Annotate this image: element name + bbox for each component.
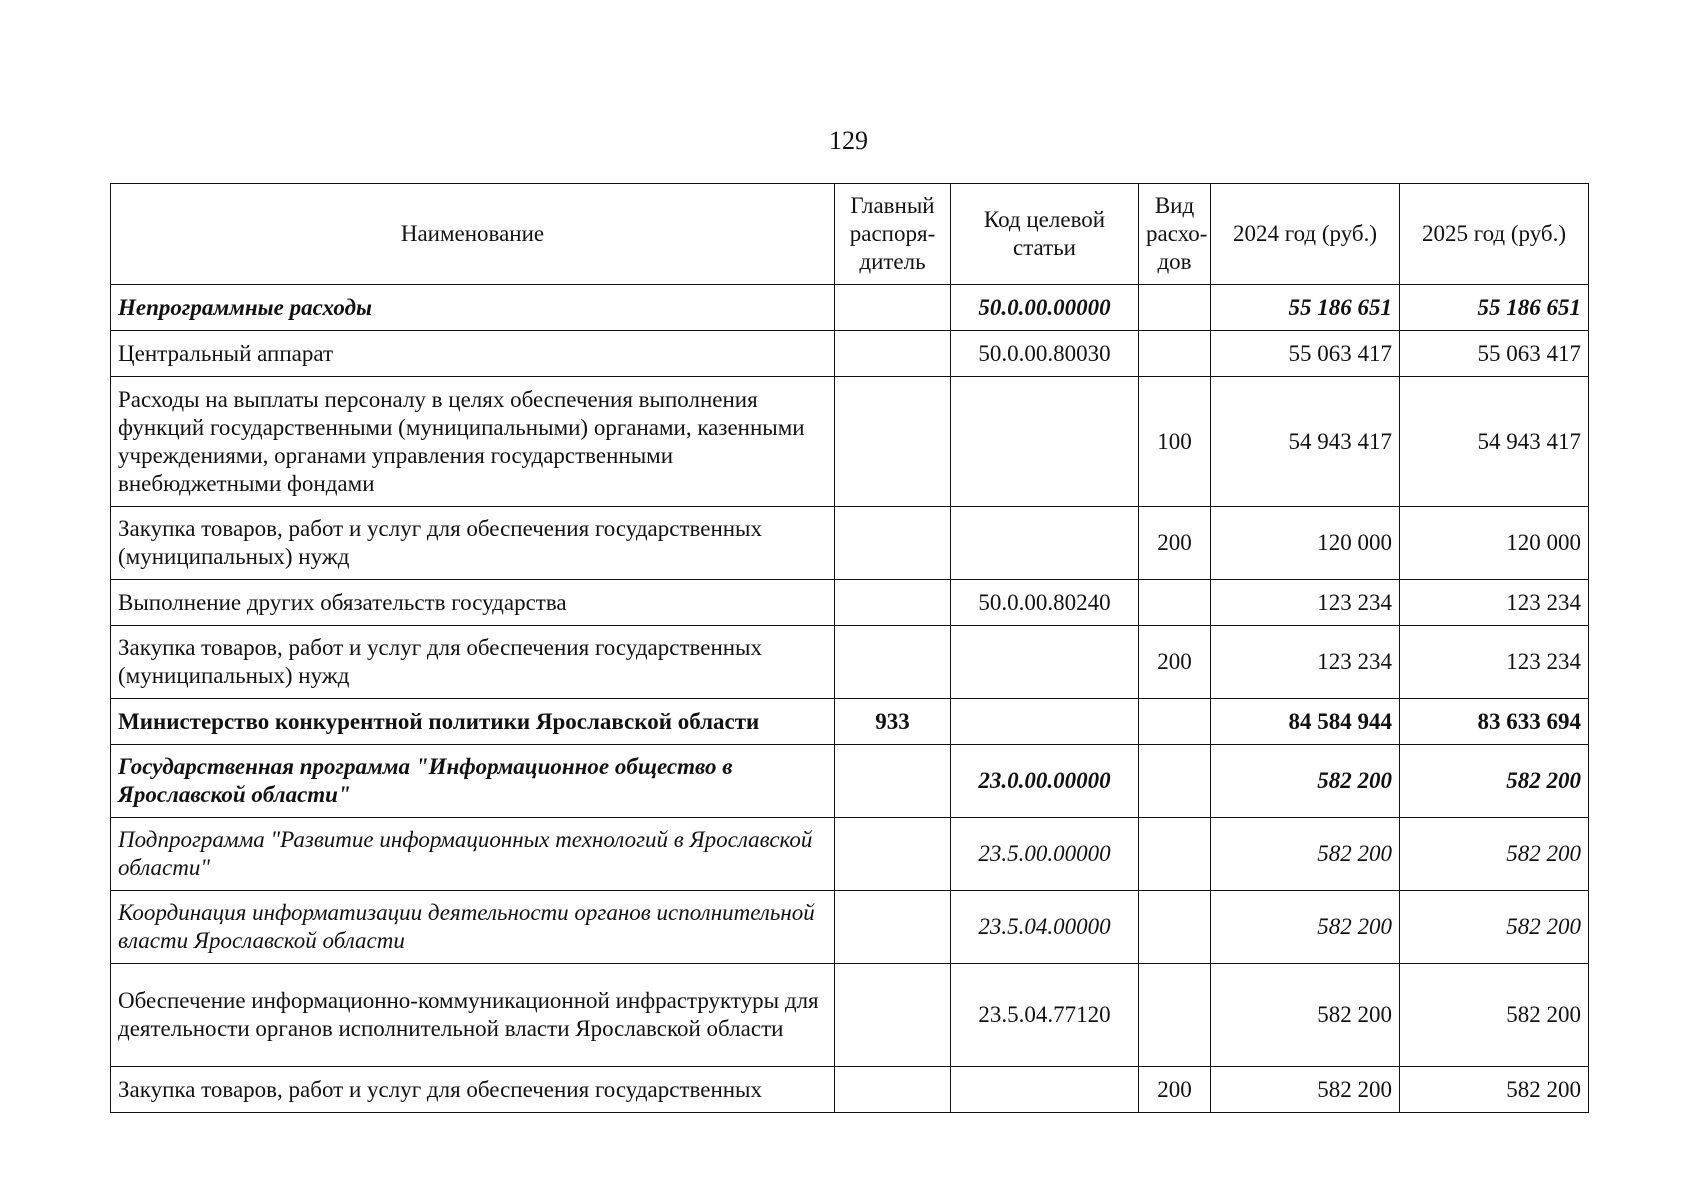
row-name: Подпрограмма "Развитие информационных технологий в Ярославской области" [111, 818, 835, 891]
row-code: 50.0.00.80030 [951, 331, 1139, 377]
row-amount-2024: 582 200 [1211, 745, 1400, 818]
row-kind: 200 [1139, 1067, 1211, 1113]
row-code [951, 377, 1139, 507]
row-kind [1139, 580, 1211, 626]
row-kind [1139, 285, 1211, 331]
row-code: 50.0.00.00000 [951, 285, 1139, 331]
row-name: Министерство конкурентной политики Ярославской области [111, 699, 835, 745]
row-amount-2025: 55 063 417 [1400, 331, 1589, 377]
table-row [111, 745, 1589, 818]
row-manager [835, 331, 951, 377]
row-amount-2025: 55 186 651 [1400, 285, 1589, 331]
row-name: Закупка товаров, работ и услуг для обеспечения государственных (муниципальных) нужд [111, 626, 835, 699]
row-manager [835, 1067, 951, 1113]
table-row [111, 377, 1589, 507]
header-2025: 2025 год (руб.) [1400, 184, 1589, 285]
row-code: 23.0.00.00000 [951, 745, 1139, 818]
row-amount-2025: 582 200 [1400, 891, 1589, 964]
row-amount-2024: 582 200 [1211, 818, 1400, 891]
row-amount-2024: 123 234 [1211, 580, 1400, 626]
row-amount-2025: 582 200 [1400, 818, 1589, 891]
table-row [111, 507, 1589, 580]
header-kind: Вид расхо-дов [1139, 184, 1211, 285]
row-name: Непрограммные расходы [111, 285, 835, 331]
row-kind: 200 [1139, 626, 1211, 699]
row-name: Расходы на выплаты персоналу в целях обеспечения выполнения функций государственными (муниципальными) органами, казенными учреждениями, органами управления государственными внебюджетными фондами [111, 377, 835, 507]
row-amount-2025: 582 200 [1400, 1067, 1589, 1113]
row-name: Выполнение других обязательств государства [111, 580, 835, 626]
row-amount-2025: 582 200 [1400, 964, 1589, 1067]
row-amount-2024: 123 234 [1211, 626, 1400, 699]
row-manager: 933 [835, 699, 951, 745]
row-name: Закупка товаров, работ и услуг для обеспечения государственных (муниципальных) нужд [111, 507, 835, 580]
row-kind [1139, 745, 1211, 818]
header-2024: 2024 год (руб.) [1211, 184, 1400, 285]
row-amount-2025: 123 234 [1400, 626, 1589, 699]
row-manager [835, 377, 951, 507]
header-name: Наименование [111, 184, 835, 285]
row-amount-2024: 582 200 [1211, 1067, 1400, 1113]
table-row [111, 1067, 1589, 1113]
row-code: 23.5.00.00000 [951, 818, 1139, 891]
row-kind [1139, 699, 1211, 745]
row-code [951, 507, 1139, 580]
row-amount-2025: 120 000 [1400, 507, 1589, 580]
table-row [111, 891, 1589, 964]
row-code: 23.5.04.00000 [951, 891, 1139, 964]
table-row [111, 626, 1589, 699]
row-kind [1139, 331, 1211, 377]
row-kind: 200 [1139, 507, 1211, 580]
row-manager [835, 745, 951, 818]
row-name: Закупка товаров, работ и услуг для обеспечения государственных [111, 1067, 835, 1113]
row-name: Обеспечение информационно-коммуникационной инфраструктуры для деятельности органов исполнительной власти Ярославской области [111, 964, 835, 1067]
row-kind [1139, 891, 1211, 964]
row-kind [1139, 818, 1211, 891]
row-amount-2025: 83 633 694 [1400, 699, 1589, 745]
row-name: Центральный аппарат [111, 331, 835, 377]
row-amount-2024: 55 186 651 [1211, 285, 1400, 331]
row-amount-2024: 120 000 [1211, 507, 1400, 580]
header-manager: Главный распоря-дитель [835, 184, 951, 285]
table-row [111, 331, 1589, 377]
table-row [111, 699, 1589, 745]
row-code: 23.5.04.77120 [951, 964, 1139, 1067]
row-amount-2025: 582 200 [1400, 745, 1589, 818]
row-code: 50.0.00.80240 [951, 580, 1139, 626]
row-manager [835, 580, 951, 626]
row-manager [835, 818, 951, 891]
row-manager [835, 285, 951, 331]
row-amount-2024: 54 943 417 [1211, 377, 1400, 507]
row-amount-2024: 84 584 944 [1211, 699, 1400, 745]
row-code [951, 626, 1139, 699]
row-name: Координация информатизации деятельности органов исполнительной власти Ярославской области [111, 891, 835, 964]
table-header-row [111, 184, 1589, 285]
row-amount-2024: 55 063 417 [1211, 331, 1400, 377]
table-row [111, 580, 1589, 626]
header-code: Код целевой статьи [951, 184, 1139, 285]
page-number: 129 [829, 126, 868, 155]
row-code [951, 699, 1139, 745]
row-name: Государственная программа "Информационное общество в Ярославской области" [111, 745, 835, 818]
row-manager [835, 891, 951, 964]
table-row [111, 818, 1589, 891]
row-amount-2025: 54 943 417 [1400, 377, 1589, 507]
row-amount-2024: 582 200 [1211, 964, 1400, 1067]
row-kind [1139, 964, 1211, 1067]
row-code [951, 1067, 1139, 1113]
row-manager [835, 507, 951, 580]
row-kind: 100 [1139, 377, 1211, 507]
row-manager [835, 964, 951, 1067]
row-manager [835, 626, 951, 699]
row-amount-2024: 582 200 [1211, 891, 1400, 964]
row-amount-2025: 123 234 [1400, 580, 1589, 626]
table-row [111, 964, 1589, 1067]
table-row [111, 285, 1589, 331]
budget-table [110, 183, 1589, 1113]
